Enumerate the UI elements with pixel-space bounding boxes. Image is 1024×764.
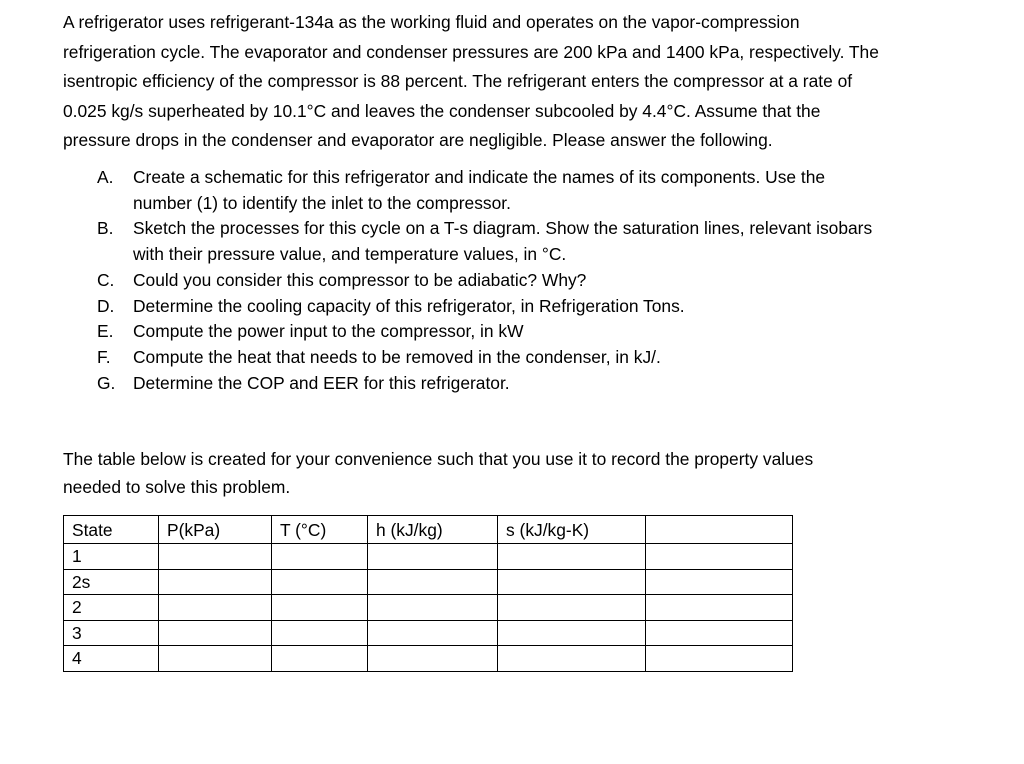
- problem-line: isentropic efficiency of the compressor is 88 percent. The refrigerant enters the compressor at a rate of: [63, 71, 853, 92]
- entropy-cell[interactable]: [498, 544, 646, 570]
- question-g: [97, 371, 977, 397]
- question-text-line: Determine the COP and EER for this refrigerator.: [133, 372, 510, 393]
- pressure-cell[interactable]: [159, 544, 272, 570]
- question-c: [97, 268, 977, 294]
- table-header-row: [64, 516, 793, 544]
- enthalpy-cell[interactable]: [368, 595, 498, 621]
- table-row: [64, 544, 793, 570]
- temperature-cell[interactable]: [272, 595, 368, 621]
- pressure-cell[interactable]: [159, 595, 272, 621]
- table-row: [64, 595, 793, 621]
- blank-cell[interactable]: [646, 620, 793, 646]
- header-enthalpy: h (kJ/kg): [368, 516, 498, 544]
- question-text-line: Compute the heat that needs to be removed in the condenser, in kJ/.: [133, 346, 661, 367]
- problem-statement: [63, 8, 983, 156]
- state-cell: 2s: [64, 569, 159, 595]
- note-line: needed to solve this problem.: [63, 477, 291, 497]
- question-letter: B.: [97, 218, 114, 239]
- question-text-line: Create a schematic for this refrigerator and indicate the names of its components. Use the: [133, 167, 826, 187]
- entropy-cell[interactable]: [498, 569, 646, 595]
- problem-line: 0.025 kg/s superheated by 10.1°C and leaves the condenser subcooled by 4.4°C. Assume that the: [63, 100, 821, 121]
- problem-line: refrigeration cycle. The evaporator and condenser pressures are 200 kPa and 1400 kPa, respectively. The: [63, 41, 879, 62]
- header-pressure: P(kPa): [159, 516, 272, 544]
- enthalpy-cell[interactable]: [368, 569, 498, 595]
- question-list: [97, 165, 977, 396]
- header-state: State: [64, 516, 159, 544]
- blank-cell[interactable]: [646, 646, 793, 672]
- header-temperature: T (°C): [272, 516, 368, 544]
- temperature-cell[interactable]: [272, 569, 368, 595]
- temperature-cell[interactable]: [272, 646, 368, 672]
- question-letter: G.: [97, 372, 116, 393]
- table-row: [64, 646, 793, 672]
- question-text-line: number (1) to identify the inlet to the compressor.: [133, 192, 511, 213]
- question-text-line: Sketch the processes for this cycle on a T-s diagram. Show the saturation lines, relevant isobars: [133, 218, 873, 239]
- problem-line: pressure drops in the condenser and evaporator are negligible. Please answer the following.: [63, 130, 773, 151]
- question-letter: F.: [97, 346, 111, 367]
- table-row: [64, 620, 793, 646]
- question-b: [97, 216, 977, 267]
- question-e: [97, 319, 977, 345]
- entropy-cell[interactable]: [498, 595, 646, 621]
- state-cell: 2: [64, 595, 159, 621]
- entropy-cell[interactable]: [498, 646, 646, 672]
- question-letter: C.: [97, 269, 115, 290]
- header-entropy: s (kJ/kg-K): [498, 516, 646, 544]
- enthalpy-cell[interactable]: [368, 620, 498, 646]
- question-f: [97, 345, 977, 371]
- question-text-line: Compute the power input to the compressor, in kW: [133, 321, 524, 342]
- state-cell: 4: [64, 646, 159, 672]
- blank-cell[interactable]: [646, 544, 793, 570]
- property-table: [63, 515, 793, 672]
- entropy-cell[interactable]: [498, 620, 646, 646]
- enthalpy-cell[interactable]: [368, 544, 498, 570]
- table-row: [64, 569, 793, 595]
- note-line: The table below is created for your convenience such that you use it to record the property values: [63, 449, 814, 469]
- temperature-cell[interactable]: [272, 544, 368, 570]
- blank-cell[interactable]: [646, 595, 793, 621]
- question-d: [97, 294, 977, 320]
- table-note: [63, 445, 963, 501]
- blank-cell[interactable]: [646, 569, 793, 595]
- pressure-cell[interactable]: [159, 620, 272, 646]
- state-cell: 1: [64, 544, 159, 570]
- pressure-cell[interactable]: [159, 569, 272, 595]
- problem-line: A refrigerator uses refrigerant-134a as the working fluid and operates on the vapor-compression: [63, 12, 800, 32]
- state-cell: 3: [64, 620, 159, 646]
- question-letter: D.: [97, 295, 115, 316]
- question-letter: A.: [97, 167, 114, 187]
- question-a: [97, 165, 977, 216]
- question-text-line: Determine the cooling capacity of this refrigerator, in Refrigeration Tons.: [133, 295, 685, 316]
- pressure-cell[interactable]: [159, 646, 272, 672]
- enthalpy-cell[interactable]: [368, 646, 498, 672]
- question-text-line: Could you consider this compressor to be adiabatic? Why?: [133, 269, 587, 290]
- question-letter: E.: [97, 321, 114, 342]
- question-text-line: with their pressure value, and temperature values, in °C.: [133, 244, 567, 265]
- temperature-cell[interactable]: [272, 620, 368, 646]
- header-blank: [646, 516, 793, 544]
